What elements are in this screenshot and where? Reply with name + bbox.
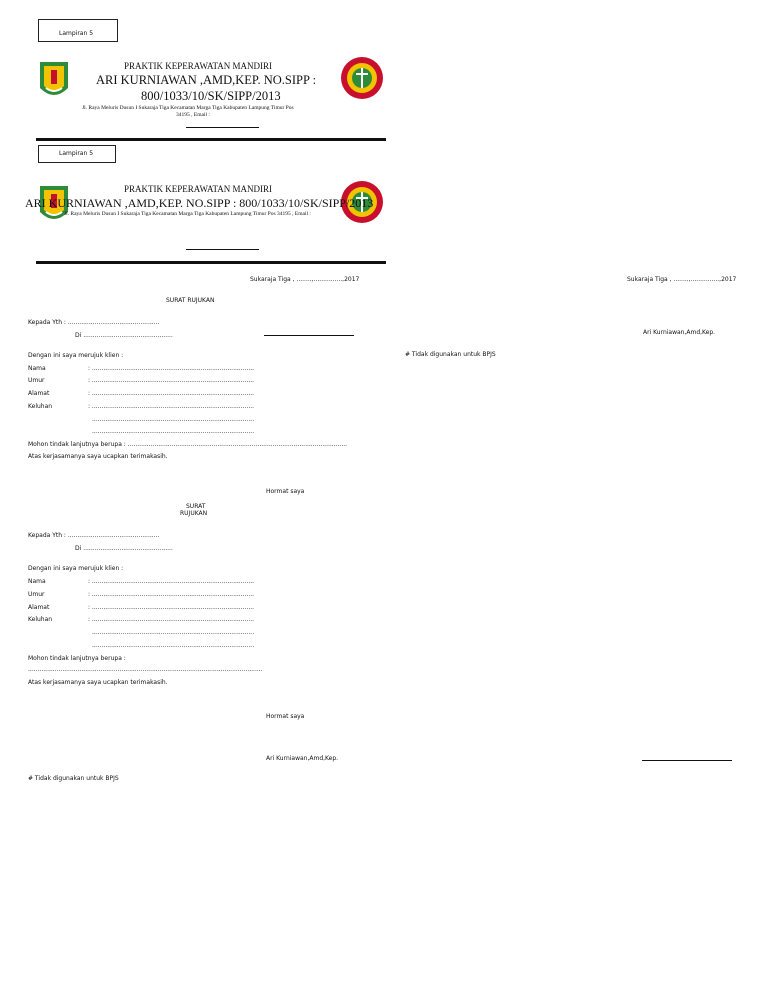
letter2-field-label: Umur bbox=[28, 591, 45, 598]
letter2-extra-line: ..................................................................................... bbox=[92, 642, 255, 649]
right-signer: Ari Kurniawan,Amd,Kep. bbox=[643, 329, 716, 336]
letter2-hormat: Hormat saya bbox=[266, 713, 305, 720]
letter1-field-label: Alamat bbox=[28, 390, 50, 397]
practice-title-top: PRAKTIK KEPERAWATAN MANDIRI bbox=[124, 61, 273, 71]
header-rule-top bbox=[36, 138, 386, 141]
lampiran-label-second: Lampiran 5 bbox=[59, 150, 94, 157]
page-bottom bbox=[0, 500, 768, 1006]
letter2-subject-line2: RUJUKAN bbox=[180, 510, 208, 517]
letter1-field-label: Keluhan bbox=[28, 403, 53, 410]
letter2-tindak-label: Mohon tindak lanjutnya berupa : bbox=[28, 655, 126, 662]
letter2-signature-line bbox=[642, 760, 732, 761]
practitioner-name-top: ARI KURNIAWAN ,AMD,KEP. NO.SIPP : bbox=[96, 73, 317, 87]
letter1-date: Sukaraja Tiga , ........,...............,2017 bbox=[250, 276, 360, 283]
lampiran-label-top: Lampiran 5 bbox=[59, 30, 94, 37]
letter2-field-label: Nama bbox=[28, 578, 46, 585]
letter1-intro: Dengan ini saya merujuk klien : bbox=[28, 352, 124, 359]
letter2-tindak-dots: ........................................................................................................................... bbox=[28, 666, 263, 673]
letter2-intro: Dengan ini saya merujuk klien : bbox=[28, 565, 124, 572]
letter2-kepada: Kepada Yth : ................................................ bbox=[28, 532, 160, 539]
page-right bbox=[390, 0, 768, 505]
letter2-field-value: : ..................................................................................... bbox=[88, 578, 255, 585]
letter2-field-label: Alamat bbox=[28, 604, 50, 611]
right-note: # Tidak digunakan untuk BPJS bbox=[405, 351, 496, 358]
letter2-signer: Ari Kurniawan,Amd,Kep. bbox=[266, 755, 339, 762]
letter2-field-value: : ..................................................................................... bbox=[88, 591, 255, 598]
ppni-logo-icon bbox=[340, 56, 384, 100]
letter2-note: # Tidak digunakan untuk BPJS bbox=[28, 775, 119, 782]
email-underline-top bbox=[186, 127, 259, 128]
letter2-thanks: Atas kerjasamanya saya ucapkan terimakasih. bbox=[28, 679, 168, 686]
letter1-subject: SURAT RUJUKAN bbox=[166, 297, 215, 304]
letter1-hormat: Hormat saya bbox=[266, 488, 305, 495]
letter1-field-value: : ..................................................................................... bbox=[88, 377, 255, 384]
letter1-field-label: Umur bbox=[28, 377, 45, 384]
letter1-field-value: : ..................................................................................... bbox=[88, 365, 255, 372]
letter2-field-value: : ..................................................................................... bbox=[88, 616, 255, 623]
letter2-field-label: Keluhan bbox=[28, 616, 53, 623]
letter1-extra-line: ..................................................................................... bbox=[92, 416, 255, 423]
letter1-di: Di ............................................... bbox=[75, 332, 173, 339]
letter2-field-value: : ..................................................................................... bbox=[88, 604, 255, 611]
letter1-field-label: Nama bbox=[28, 365, 46, 372]
email-underline-second bbox=[186, 249, 259, 250]
letter2-di: Di ............................................... bbox=[75, 545, 173, 552]
letter1-thanks: Atas kerjasamanya saya ucapkan terimakasih. bbox=[28, 453, 168, 460]
sipp-number-top: 800/1033/10/SK/SIPP/2013 bbox=[141, 89, 281, 103]
practice-title-second: PRAKTIK KEPERAWATAN MANDIRI bbox=[124, 184, 273, 194]
address-line1-top: Jl. Raya Meluris Dusun I Sukaraja Tiga Kecamatan Marga Tiga Kabupaten Lampung Timur Pos bbox=[82, 105, 294, 111]
letter1-field-value: : ..................................................................................... bbox=[88, 390, 255, 397]
practitioner-name-second: ARI KURNIAWAN ,AMD,KEP. NO.SIPP : 800/1033/10/SK/SIPP/2013 bbox=[25, 196, 374, 210]
address-second: Jl. Raya Meluris Dusun I Sukaraja Tiga Kecamatan Marga Tiga Kabupaten Lampung Timur Pos 34195 , Email : bbox=[64, 211, 311, 217]
letter1-kepada: Kepada Yth : ................................................ bbox=[28, 319, 160, 326]
regency-logo-icon bbox=[38, 58, 70, 102]
letter1-signature-line bbox=[264, 335, 354, 336]
address-line2-top: 34195 , Email : bbox=[176, 112, 210, 118]
letter2-extra-line: ..................................................................................... bbox=[92, 629, 255, 636]
letter1-field-value: : ..................................................................................... bbox=[88, 403, 255, 410]
letter2-subject-line1: SURAT bbox=[186, 503, 206, 510]
header-rule-second bbox=[36, 261, 386, 264]
letter1-extra-line: ..................................................................................... bbox=[92, 428, 255, 435]
right-date: Sukaraja Tiga , ........,...............,2017 bbox=[627, 276, 737, 283]
letter1-tindak: Mohon tindak lanjutnya berupa : ................................................................................................................... bbox=[28, 441, 348, 448]
